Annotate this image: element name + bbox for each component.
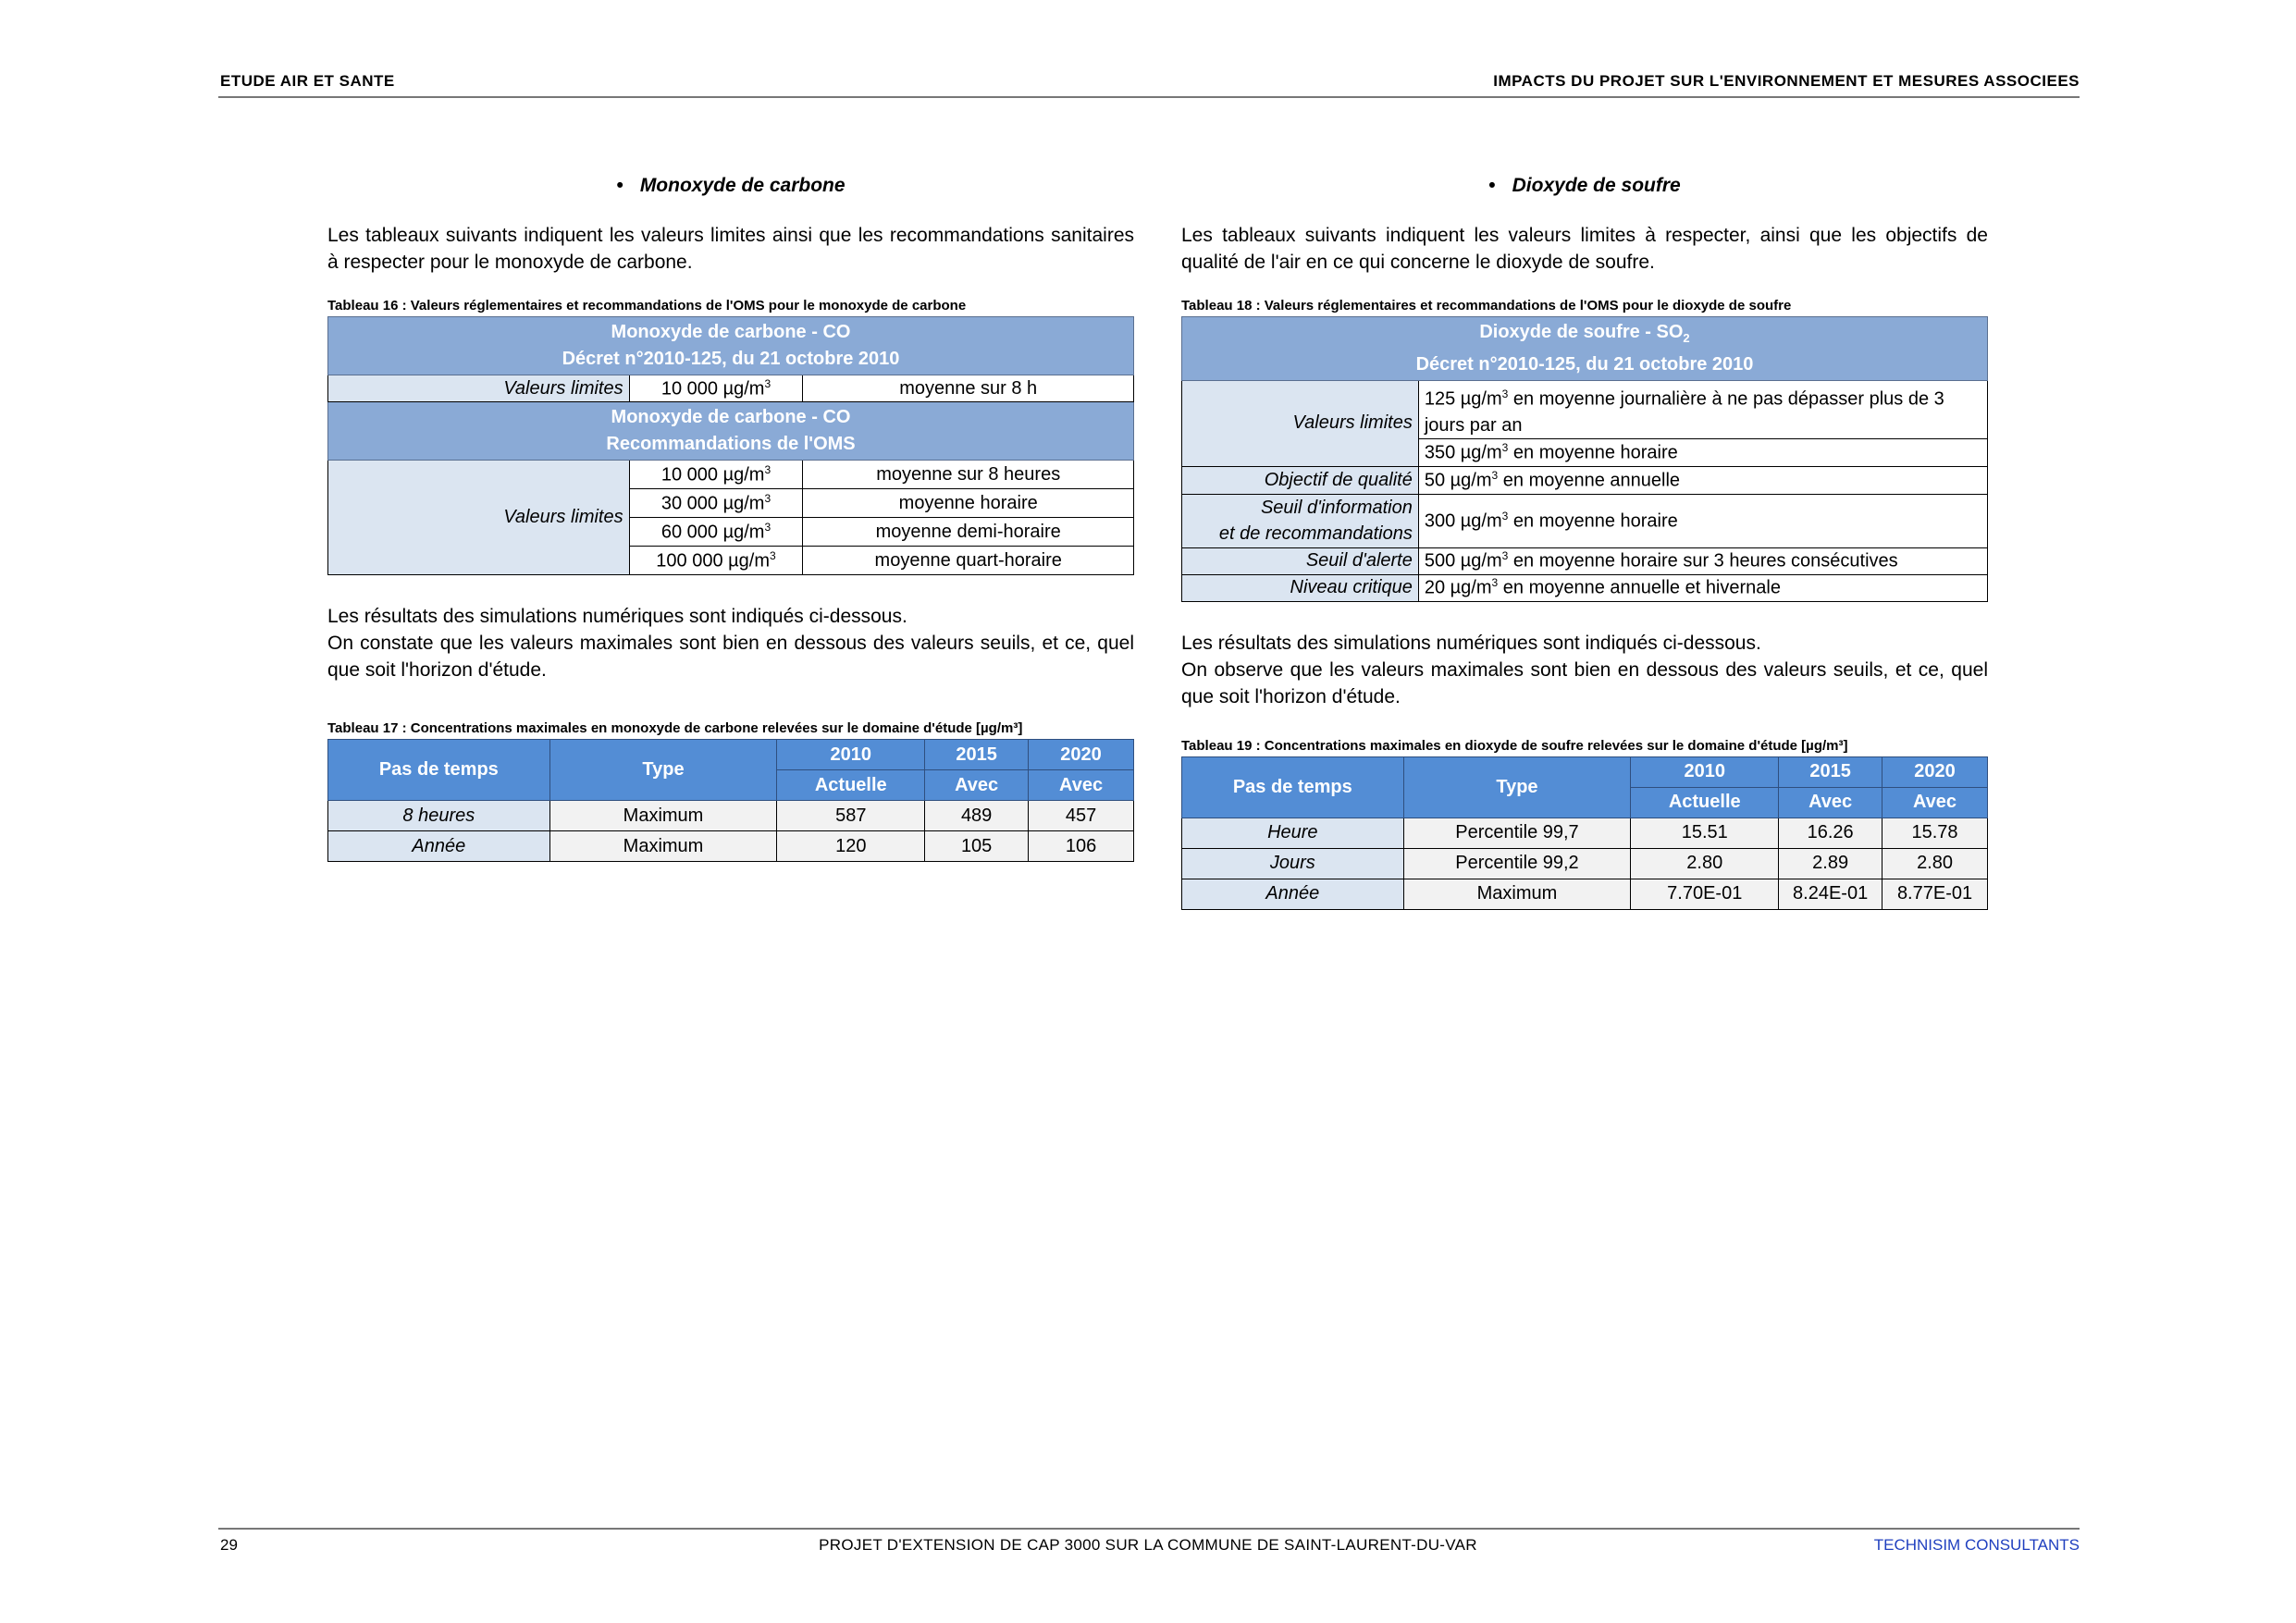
table19-header-type: Type [1403,756,1631,818]
table18-vl-label: Valeurs limites [1182,381,1419,467]
table-row: Année Maximum 7.70E-01 8.24E-01 8.77E-01 [1182,879,1988,909]
table16-row1-desc: moyenne sur 8 h [803,375,1134,402]
table17-year: 2020 [1029,740,1134,770]
table17 [327,739,1134,862]
section-title-so2: • Dioxyde de soufre [1488,175,1681,196]
footer-company: TECHNISIM CONSULTANTS [1873,1536,2080,1554]
results-so2: Les résultats des simulations numériques sont indiqués ci-dessous. On observe que les valeurs maximales sont bien en dessous des valeurs seuils, et ce, quel que soit l'horizon d'étude. [1181,632,1988,707]
table19 [1181,756,1988,910]
table16-oms-value: 60 000 $\mu g/m^3$ [629,518,803,547]
table18-vl2: 350 $\mu g/m^3$ en moyenne horaire [1418,438,1987,466]
table17-scenario: Avec [925,770,1029,801]
intro-co: Les tableaux suivants indiquent les valeurs limites ainsi que les recommandations sanitaires à respecter pour le monoxyde de carbone. [327,225,1134,273]
table18-obj: 50 $\mu g/m^3$ en moyenne annuelle [1418,466,1987,494]
table18-seuil: 300 $\mu g/m^3$ en moyenne horaire [1418,494,1987,547]
table16-row1-label: Valeurs limites [328,375,630,402]
table19-scenario: Actuelle [1631,787,1779,818]
table17-year: 2015 [925,740,1029,770]
table16-row1-value: 10 000 $\mu g/m^3$ [629,375,803,402]
caption-table18: Tableau 18 : Valeurs réglementaires et recommandations de l'OMS pour le dioxyde de soufre [1181,298,1792,314]
footer-title: PROJET D'EXTENSION DE CAP 3000 SUR LA COMMUNE DE SAINT-LAURENT-DU-VAR [819,1536,1477,1554]
footer-rule [218,1528,2080,1530]
table16 [327,316,1134,575]
table16-band2: Monoxyde de carbone - CO Recommandations de l'OMS [328,402,1134,461]
left-column [327,172,1134,862]
table19-year: 2015 [1779,756,1882,787]
table19-scenario: Avec [1779,787,1882,818]
table16-band1: Monoxyde de carbone - CO Décret n°2010-125, du 21 octobre 2010 [328,317,1134,375]
table19-header-pas: Pas de temps [1182,756,1404,818]
table16-oms-desc: moyenne sur 8 heures [803,461,1134,489]
table18-obj-label: Objectif de qualité [1182,466,1419,494]
table17-year: 2010 [777,740,925,770]
table18-crit: 20 $\mu g/m^3$ en moyenne annuelle et hivernale [1418,574,1987,601]
table18-seuil-label: Seuil d'information et de recommandations [1182,494,1419,547]
table18-band: Dioxyde de soufre - $SO_2$ Décret n°2010-125, du 21 octobre 2010 [1182,317,1988,381]
table18-alerte-label: Seuil d'alerte [1182,547,1419,574]
caption-table17: Tableau 17 : Concentrations maximales en monoxyde de carbone relevées sur le domaine d'étude [µg/m³] [327,720,1023,736]
table19-scenario: Avec [1882,787,1988,818]
table16-oms-value: 100 000 $\mu g/m^3$ [629,547,803,575]
table-row: 8 heures Maximum 587 489 457 [328,801,1134,831]
table17-scenario: Avec [1029,770,1134,801]
table16-oms-desc: moyenne horaire [803,489,1134,518]
running-header-left: ETUDE AIR ET SANTE [220,72,395,90]
table-row: Année Maximum 120 105 106 [328,831,1134,862]
section-title-co: • Monoxyde de carbone [616,175,846,196]
table17-header-pas: Pas de temps [328,740,550,801]
table16-oms-value: 10 000 $\mu g/m^3$ [629,461,803,489]
table16-oms-desc: moyenne demi-horaire [803,518,1134,547]
table-row: Jours Percentile 99,2 2.80 2.89 2.80 [1182,848,1988,879]
table17-header-type: Type [549,740,777,801]
caption-table19: Tableau 19 : Concentrations maximales en dioxyde de soufre relevées sur le domaine d'étude [µg/m³] [1181,737,1848,754]
table16-oms-label: Valeurs limites [328,461,630,575]
table16-oms-value: 30 000 $\mu g/m^3$ [629,489,803,518]
table16-oms-desc: moyenne quart-horaire [803,547,1134,575]
right-column [1181,172,1988,910]
table19-year: 2020 [1882,756,1988,787]
header-rule [218,96,2080,98]
table-row: Heure Percentile 99,7 15.51 16.26 15.78 [1182,818,1988,848]
table18-vl1: 125 $\mu g/m^3$ en moyenne journalière à ne pas dépasser plus de 3 jours par an [1418,381,1987,439]
caption-table16: Tableau 16 : Valeurs réglementaires et recommandations de l'OMS pour le monoxyde de carbone [327,298,967,314]
table17-scenario: Actuelle [777,770,925,801]
intro-so2: Les tableaux suivants indiquent les valeurs limites à respecter, ainsi que les objectifs de qualité de l'air en ce qui concerne le dioxyde de soufre. [1181,225,1988,273]
table18 [1181,316,1988,602]
page-number: 29 [220,1536,238,1554]
running-header-right: IMPACTS DU PROJET SUR L'ENVIRONNEMENT ET MESURES ASSOCIEES [1493,72,2080,90]
table18-alerte: 500 $\mu g/m^3$ en moyenne horaire sur 3 heures consécutives [1418,547,1987,574]
results-co: Les résultats des simulations numériques sont indiqués ci-dessous. On constate que les valeurs maximales sont bien en dessous des valeurs seuils, et ce, quel que soit l'horizon d'étude. [327,606,1134,681]
table18-crit-label: Niveau critique [1182,574,1419,601]
table19-year: 2010 [1631,756,1779,787]
